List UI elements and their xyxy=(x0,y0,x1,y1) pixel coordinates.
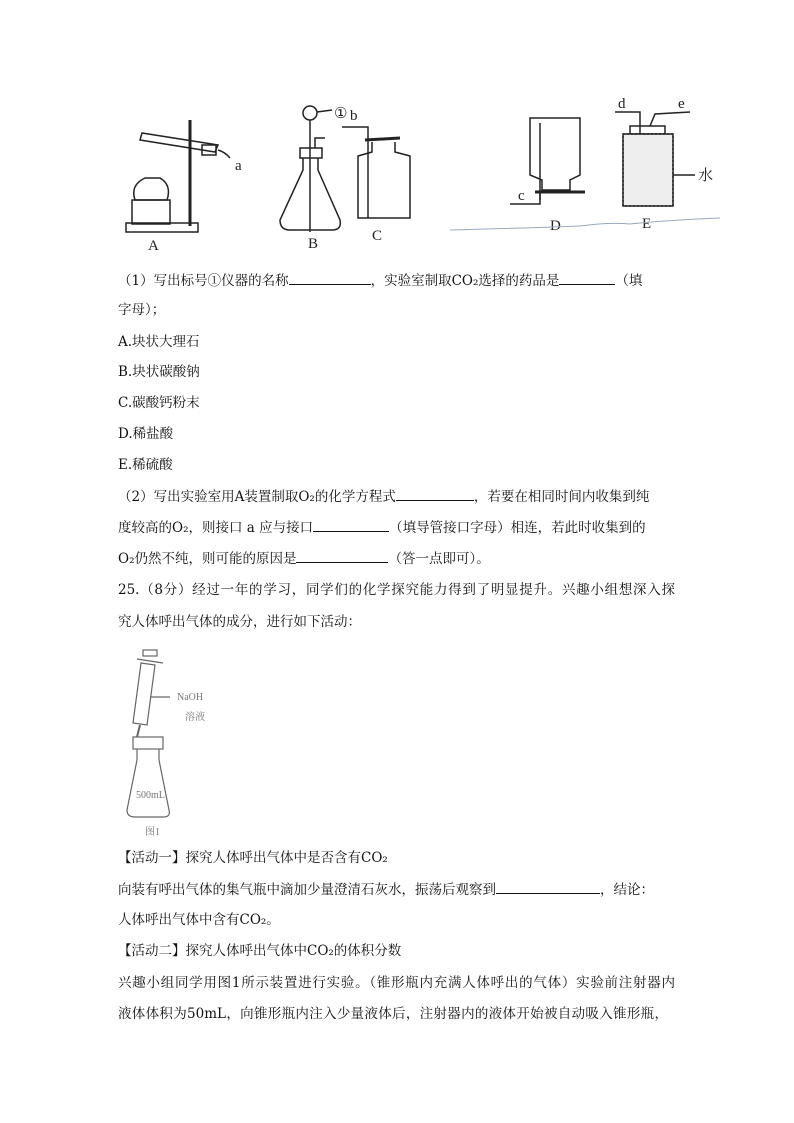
apparatus-label-e: E xyxy=(642,216,652,232)
q1-blank-instrument[interactable] xyxy=(289,270,371,285)
activity-1-blank-observation[interactable] xyxy=(496,879,600,894)
naoh-label: NaOH xyxy=(177,692,204,703)
port-label-d: d xyxy=(618,96,626,112)
activity-1-text-1: 向装有呼出气体的集气瓶中滴加少量澄清石灰水，振荡后观察到 xyxy=(118,882,496,898)
apparatus-label-a: A xyxy=(148,238,159,250)
port-label-e: e xyxy=(678,96,685,112)
port-label-c: c xyxy=(518,188,525,204)
water-label: 水 xyxy=(698,168,714,184)
apparatus-diagram xyxy=(110,90,730,250)
q1-blank-reagents[interactable] xyxy=(559,270,615,285)
activity-2-line-1: 兴趣小组同学用图1所示装置进行实验。（锥形瓶内充满人体呼出的气体）实验前注射器内 xyxy=(118,975,675,991)
apparatus-label-c: C xyxy=(372,228,383,244)
apparatus-label-b: B xyxy=(308,236,319,250)
activity-1-line-1 xyxy=(118,879,654,900)
q25-line-1: 25.（8分）经过一年的学习，同学们的化学探究能力得到了明显提升。兴趣小组想深入探 xyxy=(118,582,675,598)
q2-text-3: 度较高的O₂，则接口 a 应与接口 xyxy=(118,520,314,536)
q2-line-3 xyxy=(118,548,490,569)
figure-1-syringe-flask xyxy=(125,645,235,840)
apparatus-d xyxy=(510,118,585,234)
activity-2-line-2: 液体体积为50mL，向锥形瓶内注入少量液体后，注射器内的液体开始被自动吸入锥形瓶， xyxy=(118,1006,668,1022)
q2-text-6: （答一点即可）。 xyxy=(388,551,490,567)
activity-1-title: 【活动一】探究人体呼出气体中是否含有CO₂ xyxy=(118,850,388,866)
activity-1-line-2: 人体呼出气体中含有CO₂。 xyxy=(118,912,280,928)
apparatus-label-d: D xyxy=(550,218,561,234)
q2-text-1: （2）写出实验室用A装置制取O₂的化学方程式 xyxy=(118,489,396,505)
option-e: E.稀硫酸 xyxy=(118,457,173,473)
activity-2-title: 【活动二】探究人体呼出气体中CO₂的体积分数 xyxy=(118,943,402,959)
apparatus-a xyxy=(126,120,242,250)
port-label-a: a xyxy=(235,158,242,174)
marker-label: ① xyxy=(334,106,348,122)
q1-line-1 xyxy=(118,270,642,291)
q2-text-2: ，若要在相同时间内收集到纯 xyxy=(473,489,650,505)
option-d: D.稀盐酸 xyxy=(118,426,174,442)
apparatus-c xyxy=(342,108,410,244)
q2-text-4: （填导管接口字母）相连，若此时收集到的 xyxy=(389,520,646,536)
q1-line-2: 字母）； xyxy=(118,302,166,318)
q1-text-2: ，实验室制取CO₂选择的药品是 xyxy=(370,273,560,289)
q2-text-5: O₂仍然不纯，则可能的原因是 xyxy=(118,551,297,567)
q25-line-2: 究人体呼出气体的成分，进行如下活动： xyxy=(118,614,361,630)
solution-label: 溶液 xyxy=(185,712,205,723)
q1-text-3: （填 xyxy=(615,273,643,289)
apparatus-b xyxy=(280,106,347,250)
q2-blank-reason[interactable] xyxy=(296,548,388,563)
port-label-b: b xyxy=(350,108,358,124)
figure-caption: 图1 xyxy=(145,827,160,838)
option-b: B.块状碳酸钠 xyxy=(118,364,200,380)
apparatus-e xyxy=(450,96,720,232)
option-c: C.碳酸钙粉末 xyxy=(118,395,200,411)
q2-line-2 xyxy=(118,517,646,538)
q2-blank-port[interactable] xyxy=(313,517,389,532)
q2-blank-equation[interactable] xyxy=(396,486,474,501)
q1-text-1: （1）写出标号①仪器的名称 xyxy=(118,273,289,289)
option-a: A.块状大理石 xyxy=(118,334,200,350)
activity-1-text-2: ，结论： xyxy=(600,882,654,898)
volume-label: 500mL xyxy=(136,790,165,801)
q2-line-1 xyxy=(118,486,649,507)
